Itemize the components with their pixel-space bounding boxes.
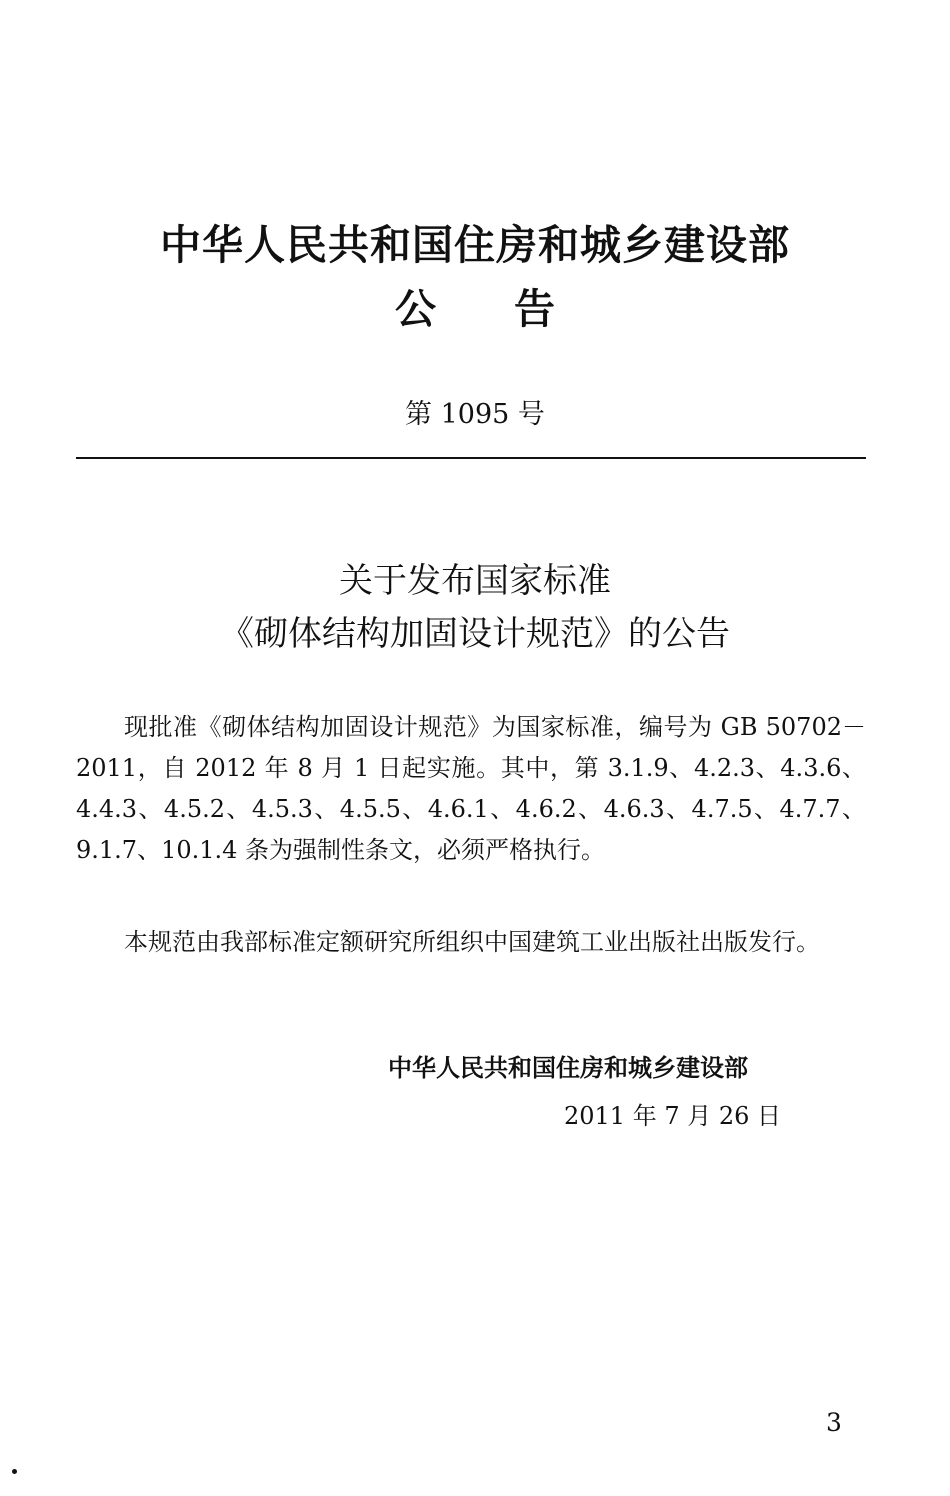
notice-title: 公告 [395,285,633,333]
subject-line-2: 《砌体结构加固设计规范》的公告 [220,614,730,654]
header-divider [76,457,866,459]
body-paragraph-1 [76,707,866,871]
page-number: 3 [826,1408,842,1437]
ministry-title: 中华人民共和国住房和城乡建设部 [160,221,790,269]
signature-organization: 中华人民共和国住房和城乡建设部 [388,1054,748,1082]
scan-speck [12,1469,17,1474]
body-paragraph-1-text: 现批准《砌体结构加固设计规范》为国家标准，编号为 GB 50702－2011，自 2012 年 8 月 1 日起实施。其中，第 3.1.9、4.2.3、4.3.6、4.4.3、4.5.2、4.5.3、4.5.5、4.6.1、4.6.2、4.6.3、4.7.5、4.7.7、9.1.7、10.1.4 条为强制性条文，必须严格执行。 [76,713,866,864]
body-paragraph-2-text: 本规范由我部标准定额研究所组织中国建筑工业出版社出版发行。 [124,928,820,956]
signature-date: 2011 年 7 月 26 日 [564,1102,782,1130]
notice-number: 第 1095 号 [405,399,545,430]
subject-line-1: 关于发布国家标准 [339,561,611,601]
body-paragraph-2 [76,922,866,963]
